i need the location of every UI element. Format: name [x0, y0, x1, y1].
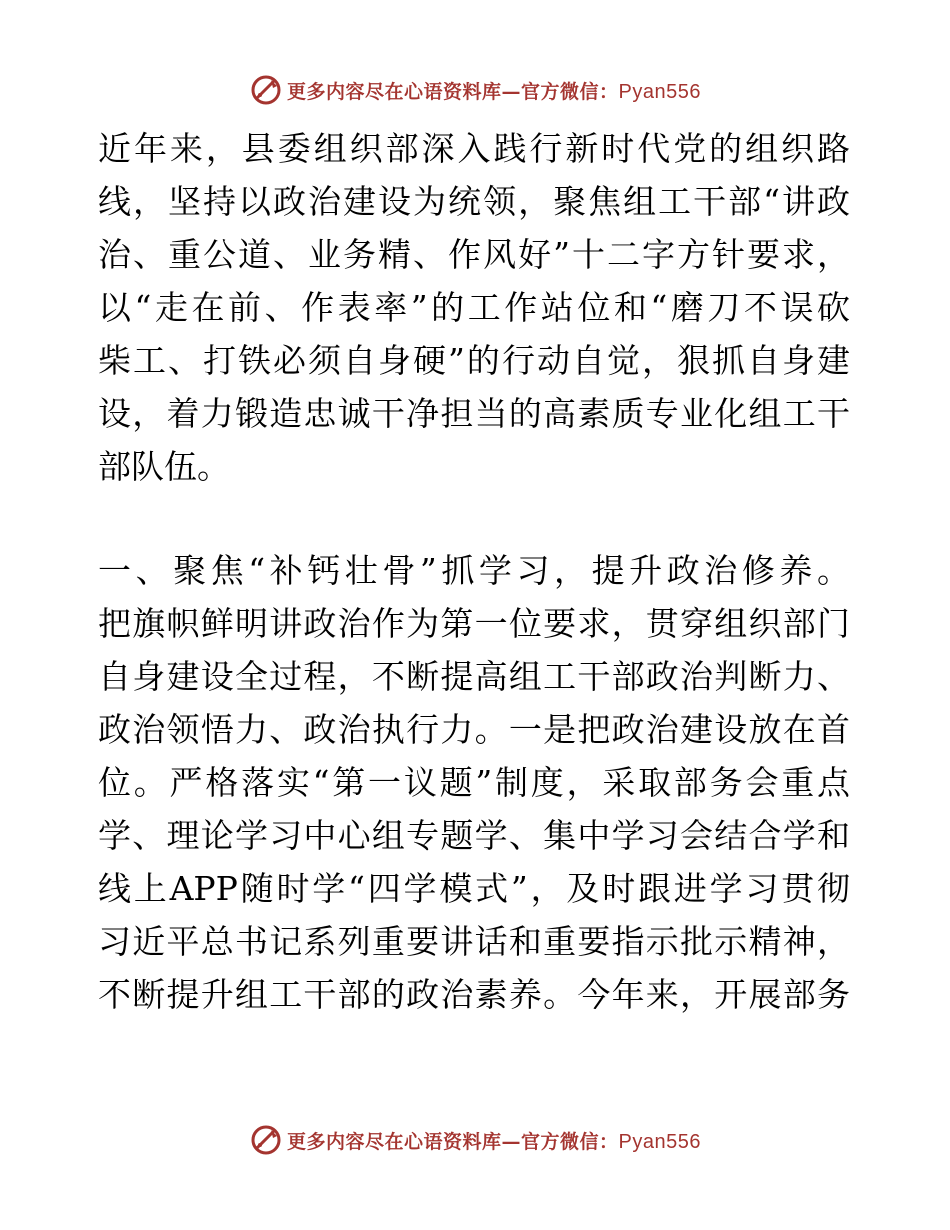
- brand-logo-icon: [249, 73, 283, 107]
- footer-brand-id: Pyan556: [618, 1130, 701, 1153]
- header-watermark-banner: [0, 72, 950, 108]
- paragraph-intro: [98, 122, 850, 493]
- text-line: 部队伍。: [98, 447, 230, 486]
- text-line: 线，坚持以政治建设为统领，聚焦组工干部“讲政: [98, 182, 850, 221]
- header-brand-text: 更多内容尽在心语资料库—官方微信：Pyan556: [287, 80, 701, 103]
- text-line: 以“走在前、作表率”的工作站位和“磨刀不误砍: [98, 288, 850, 327]
- text-line: 治、重公道、业务精、作风好”十二字方针要求，: [98, 235, 850, 274]
- text-line: 习近平总书记系列重要讲话和重要指示批示精神，: [98, 922, 850, 961]
- section-heading: 一、聚焦“补钙壮骨”抓学习，提升政治修养。: [98, 551, 850, 590]
- text-line: 自身建设全过程，不断提高组工干部政治判断力、: [98, 657, 850, 696]
- text-line: 位。严格落实“第一议题”制度，采取部务会重点: [98, 763, 850, 802]
- paragraph-section-one: [98, 544, 850, 1021]
- text-line: 线上APP随时学“四学模式”，及时跟进学习贯彻: [98, 869, 850, 908]
- text-line: 把旗帜鲜明讲政治作为第一位要求，贯穿组织部门: [98, 604, 850, 643]
- text-line: 学、理论学习中心组专题学、集中学习会结合学和: [98, 816, 850, 855]
- text-line: 政治领悟力、政治执行力。一是把政治建设放在首: [98, 710, 850, 749]
- text-line: 柴工、打铁必须自身硬”的行动自觉，狠抓自身建: [98, 341, 850, 380]
- footer-brand-text: 更多内容尽在心语资料库—官方微信：Pyan556: [287, 1130, 701, 1153]
- header-brand-id: Pyan556: [618, 80, 701, 103]
- text-line: 设，着力锻造忠诚干净担当的高素质专业化组工干: [98, 394, 850, 433]
- text-line: 近年来，县委组织部深入践行新时代党的组织路: [98, 129, 850, 168]
- brand-logo-icon: [249, 1123, 283, 1157]
- footer-watermark-banner: [0, 1122, 950, 1158]
- text-line: 不断提升组工干部的政治素养。今年来，开展部务: [98, 975, 850, 1014]
